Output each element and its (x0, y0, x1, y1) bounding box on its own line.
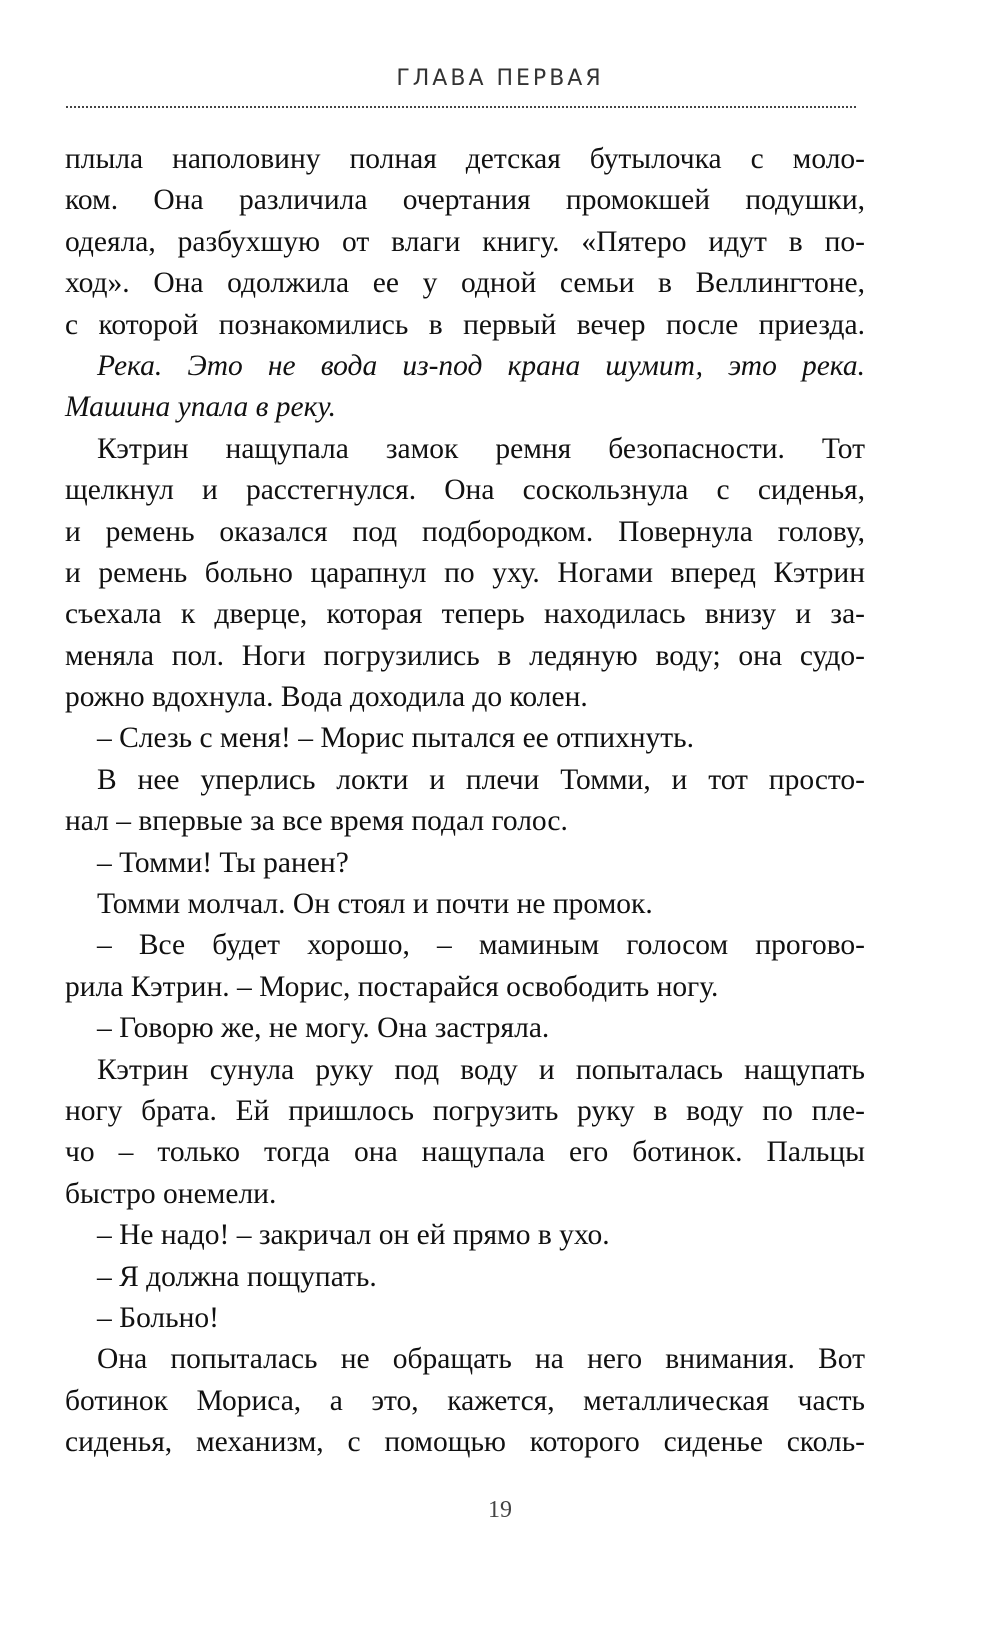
text-line: Она попыталась не обращать на него внимания. Вот (97, 1343, 865, 1376)
text-line: одеяла, разбухшую от влаги книгу. «Пятеро идут в по- (65, 225, 865, 258)
text-line: ботинок Мориса, а это, кажется, металлическая часть (65, 1384, 865, 1417)
text-line: съехала к дверце, которая теперь находилась внизу и за- (65, 598, 865, 631)
text-line: – Не надо! – закричал он ей прямо в ухо. (97, 1219, 610, 1252)
text-line: Кэтрин сунула руку под воду и попыталась нащупать (97, 1053, 865, 1086)
text-line: плыла наполовину полная детская бутылочка с моло- (65, 143, 865, 175)
text-line: – Я должна пощупать. (97, 1260, 377, 1293)
header-divider (66, 106, 856, 108)
text-line: рила Кэтрин. – Морис, постарайся освободить ногу. (65, 970, 719, 1003)
text-line: ком. Она различила очертания промокшей подушки, (65, 184, 865, 217)
text-line: нал – впервые за все время подал голос. (65, 805, 568, 838)
text-line: – Все будет хорошо, – маминым голосом прогово- (97, 929, 865, 962)
text-line: щелкнул и расстегнулся. Она соскользнула с сиденья, (65, 474, 865, 507)
text-line: ход». Она одолжила ее у одной семьи в Веллингтоне, (65, 267, 865, 300)
text-line: Машина упала в реку. (65, 391, 337, 424)
text-line: – Слезь с меня! – Морис пытался ее отпихнуть. (97, 722, 694, 755)
text-line: Томми молчал. Он стоял и почти не промок. (97, 888, 653, 921)
page-body (65, 139, 865, 1464)
text-line: – Больно! (97, 1301, 219, 1334)
text-line: – Томми! Ты ранен? (97, 846, 349, 879)
text-line: сиденья, механизм, с помощью которого сиденье сколь- (65, 1426, 865, 1459)
text-line: с которой познакомились в первый вечер после приезда. (65, 308, 865, 341)
page-number: 19 (488, 1497, 512, 1523)
text-line: Кэтрин нащупала замок ремня безопасности. Тот (97, 432, 865, 465)
text-line: меняла пол. Ноги погрузились в ледяную воду; она судо- (65, 639, 865, 672)
text-line: быстро онемели. (65, 1177, 277, 1210)
text-line: ногу брата. Ей пришлось погрузить руку в воду по пле- (65, 1094, 865, 1127)
text-line: В нее уперлись локти и плечи Томми, и тот просто- (97, 763, 865, 796)
text-line: рожно вдохнула. Вода доходила до колен. (65, 681, 588, 714)
text-line: чо – только тогда она нащупала его ботинок. Пальцы (65, 1136, 865, 1169)
text-line: и ремень больно царапнул по уху. Ногами вперед Кэтрин (65, 556, 865, 589)
text-line: Река. Это не вода из-под крана шумит, это река. (97, 349, 865, 382)
chapter-header: ГЛАВА ПЕРВАЯ (396, 66, 604, 91)
text-line: и ремень оказался под подбородком. Повернула голову, (65, 515, 865, 548)
text-line: – Говорю же, не могу. Она застряла. (97, 1012, 550, 1045)
